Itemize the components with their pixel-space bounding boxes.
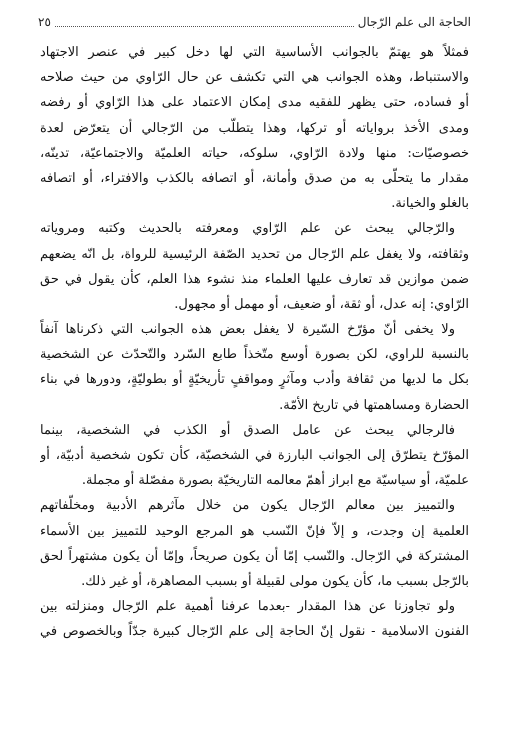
text-line: أو فساده، حتى يظهر للفقيه مدى إمكان الاعتماد على هذا الرّاوي أو رفضه xyxy=(40,95,469,111)
text-line: خصوصيّات: منها ولادة الرّاوي، سلوكه، حياته العلميّة والاجتماعيّة، تدينّه، xyxy=(40,145,469,161)
text-line: وثقافته، ولا يغفل علم الرّجال من تحديد الصّفة الرئيسية للرواة، بل انّه يضعهم xyxy=(40,246,469,262)
page-number: ٢٥ xyxy=(38,15,51,29)
page-header xyxy=(38,13,471,31)
text-line: ولو تجاوزنا عن هذا المقدار -بعدما عرفنا أهمية علم الرّجال ومنزلته بين xyxy=(40,599,455,615)
text-line: فالرجالي يبحث عن عامل الصدق أو الكذب في الشخصية، بينما xyxy=(40,422,455,438)
text-line: والتمييز بين معالم الرّجال يكون من خلال مآثرهم الأدبية ومخلّفاتهم xyxy=(40,498,455,514)
text-line: العلمية إن وجدت، و إلاّ فإنّ النّسب هو المرجع الوحيد للتمييز بين الأسماء xyxy=(40,523,469,539)
text-line: والرّجالي يبحث عن علم الرّاوي ومعرفته بالحديث وكتبه ومروياته xyxy=(40,221,455,237)
text-line: الفنون الاسلامية - نقول إنّ الحاجة إلى علم الرّجال كبيرة جدّاً وبالخصوص في xyxy=(40,624,469,640)
text-line: ضمن موازين قد تعارف عليها العلماء منذ نشوء هذا العلم، كأن يقول في حق xyxy=(40,271,469,287)
page-body xyxy=(40,40,469,645)
text-line: المؤرّخ يتطرّق إلى الجوانب البارزة في الشخصيّة، كأن تكون شخصية أدبيّة، أو xyxy=(40,448,469,463)
text-line: بالغلو والخيانة. xyxy=(391,196,469,212)
text-line: فمثلاً هو يهتمّ بالجوانب الأساسية التي لها دخل كبير في عنصر الاجتهاد xyxy=(40,45,469,60)
text-line: الحضارة ومساهمتها في تاريخ الأمّة. xyxy=(279,397,469,413)
text-line: علميّة، أو سياسيّة مع ابراز أهمّ معالمه التاريخيّة بصورة مفصّلة أو مجملة. xyxy=(81,473,469,489)
running-title: الحاجة الى علم الرّجال xyxy=(357,15,471,29)
text-line: المشتركة في الرّجال. والنّسب إمّا أن يكون صريحاً، وإمّا أن يكون مشتهراً لحق xyxy=(40,548,469,564)
text-line: الرّاوي: إنه عدل، أو ثقة، أو ضعيف، أو مهمل أو مجهول. xyxy=(174,296,469,312)
text-line: ولا يخفى أنّ مؤرّخ السّيرة لا يغفل بعض هذه الجوانب التي ذكرناها آنفاً xyxy=(40,322,455,338)
text-line: بالرّجل بسبب ما، كأن يكون مولى لقبيلة أو بسبب المصاهرة، أو غير ذلك. xyxy=(81,573,469,589)
header-dot-leader xyxy=(55,18,354,27)
text-line: ومدى الأخذ برواياته أو تركها، وهذا يتطلّب من الرّجالي أن يتعرّض لعدة xyxy=(40,120,469,136)
text-line: بالنسبة للراوي، لكن بصورة أوسع متّخذاً طابع السّرد والتّحدّث عن الشخصية xyxy=(40,347,469,363)
text-line: مقدار ما يتحلّى به من صدق وأمانة، أو اتصافه بالكذب والافتراء، أو اتصافه xyxy=(40,170,469,186)
text-line: والاستنباط، وهذه الجوانب هي التي تكشف عن حال الرّاوي من حيث صلاحه xyxy=(40,70,469,86)
text-line: بكل ما لديها من ثقافة وأدب ومآثرٍ ومواقفٍ تأريخيّةٍ أو بطوليّةٍ، ودورها في بناء xyxy=(40,372,469,388)
